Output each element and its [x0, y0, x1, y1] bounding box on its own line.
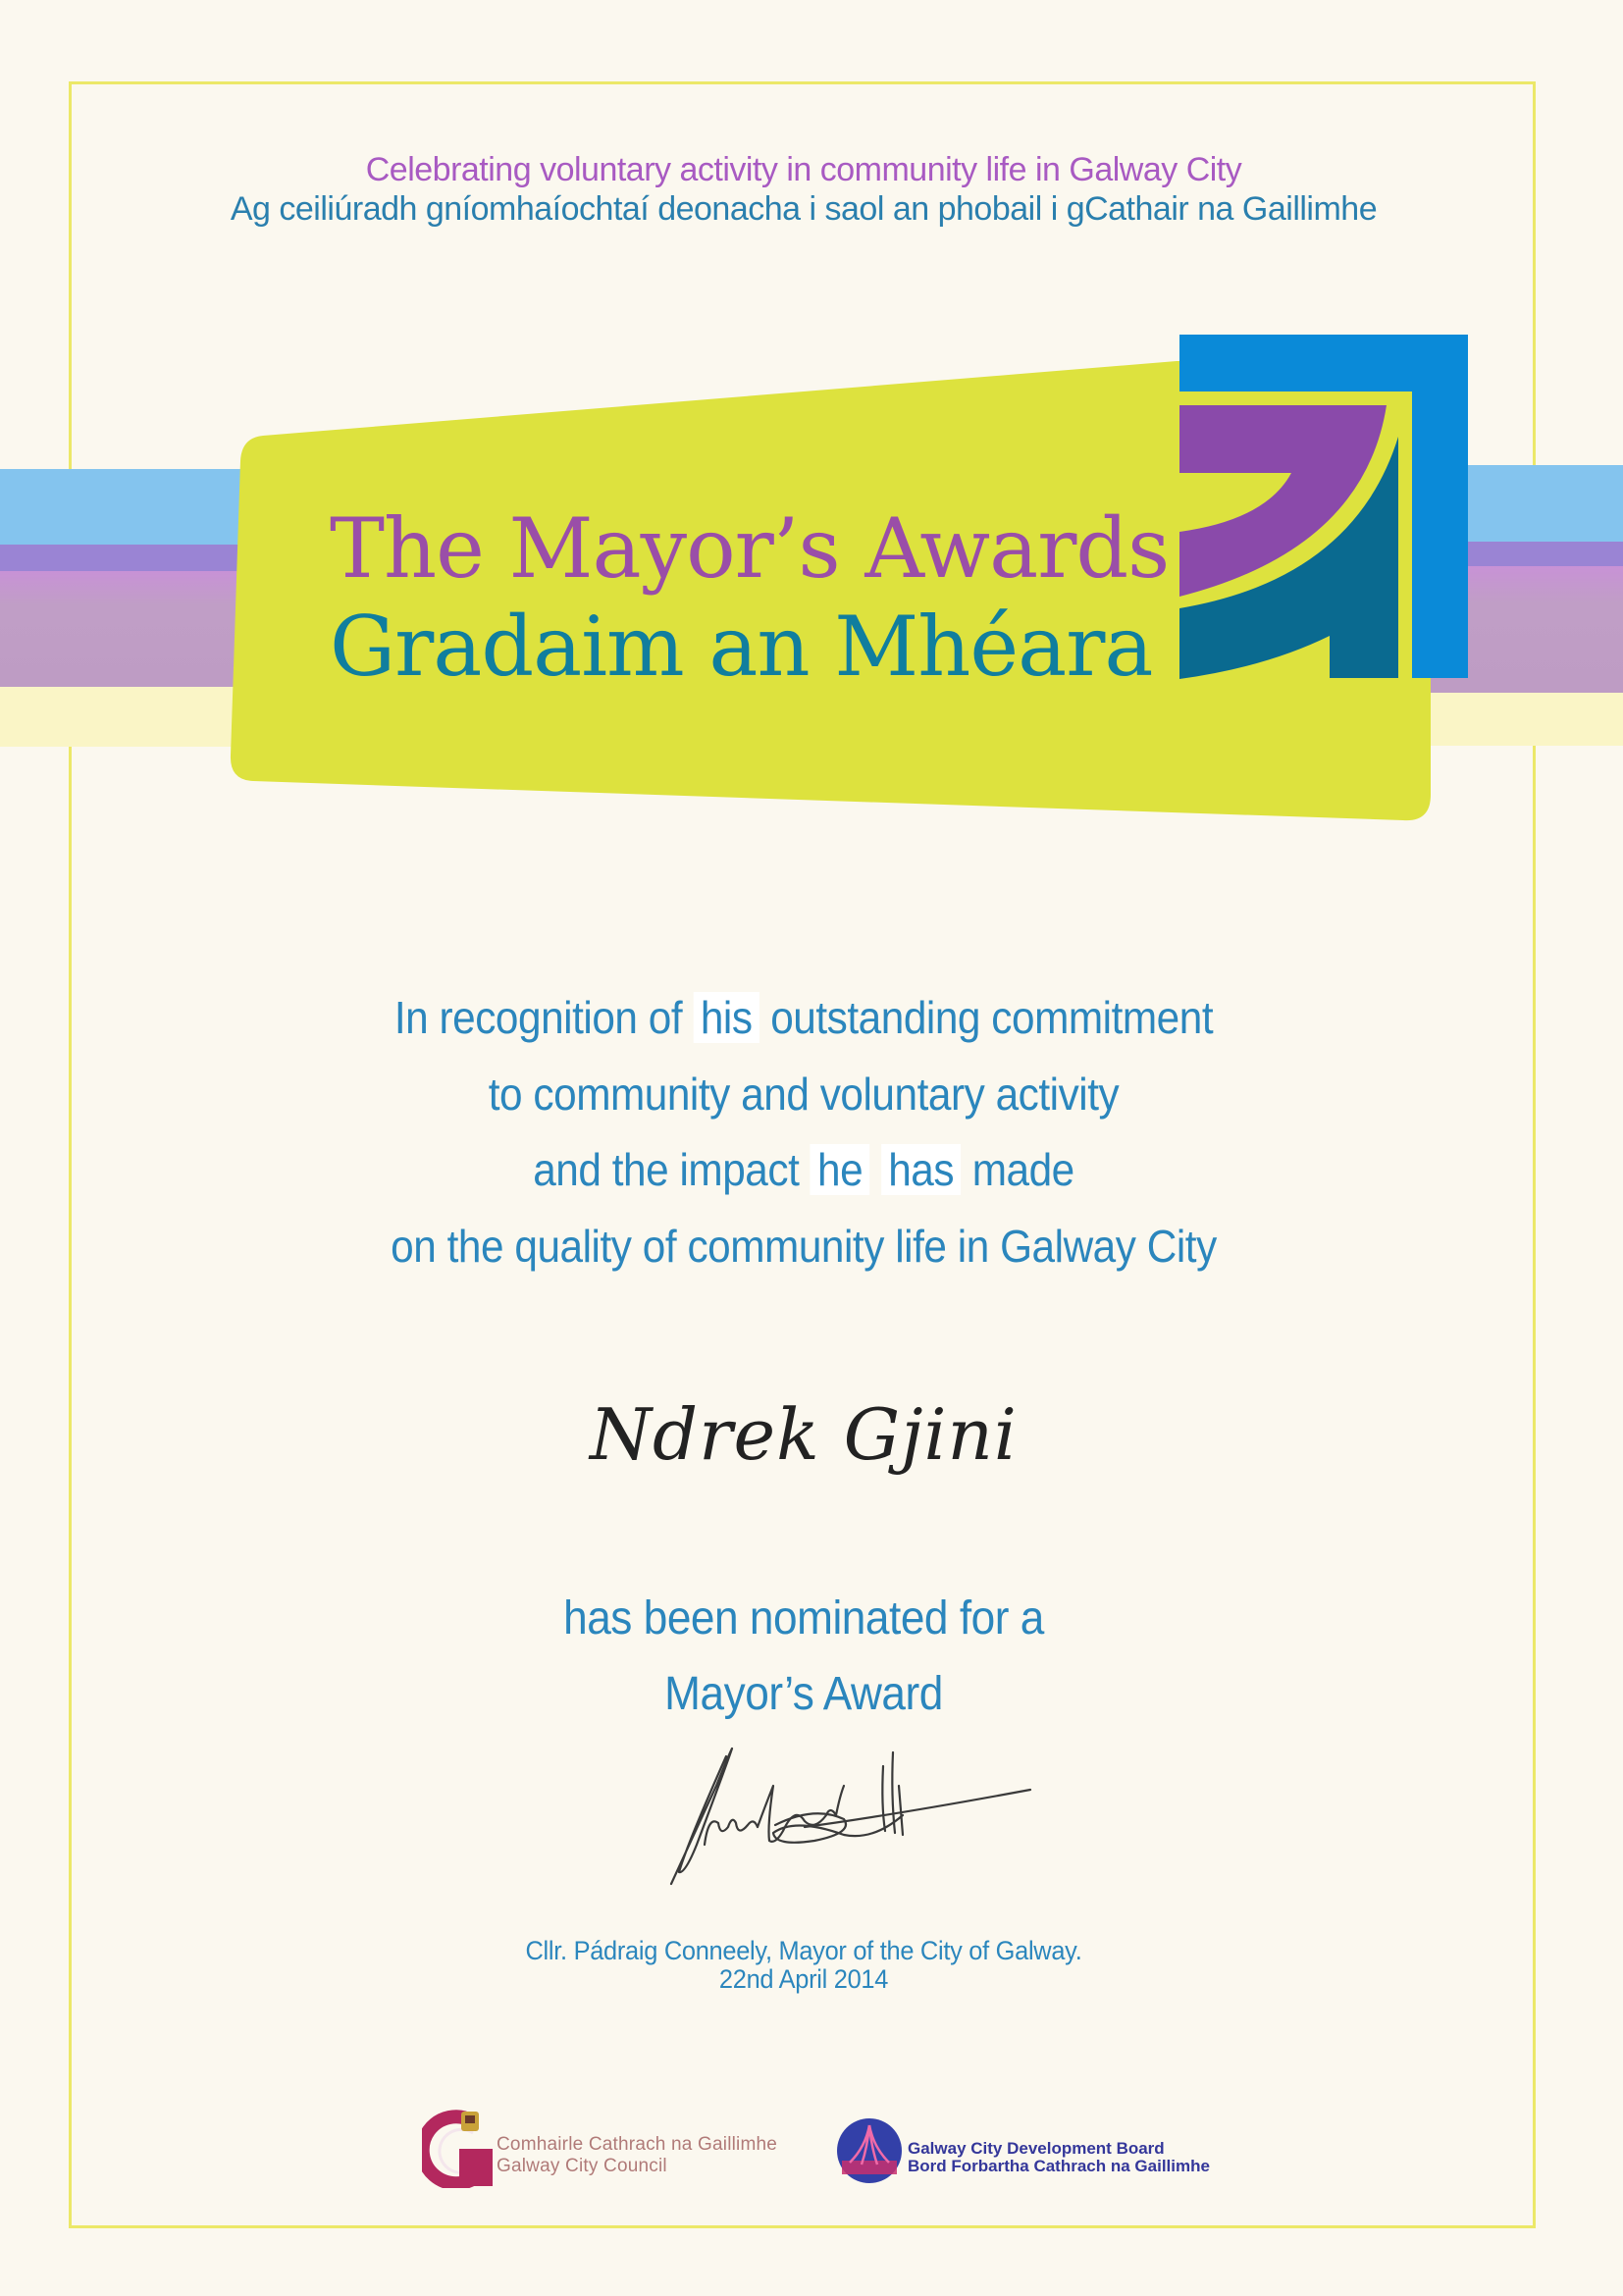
nomination-line-1: has been nominated for a: [563, 1592, 1044, 1644]
pronoun-overlay: his: [693, 992, 759, 1043]
nomination-line-2: Mayor’s Award: [664, 1668, 943, 1720]
board-name-english: Galway City Development Board: [908, 2139, 1165, 2158]
signature-date: 22nd April 2014: [718, 1964, 889, 1994]
citation-line-2: to community and voluntary activity: [488, 1069, 1120, 1120]
header-english: Celebrating voluntary activity in community life in Galway City: [365, 151, 1242, 188]
award-title-irish: Gradaim an Mhéara: [330, 599, 1153, 695]
signatory-name: Cllr. Pádraig Conneely, Mayor of the City of Galway.: [525, 1936, 1082, 1965]
development-board-tree-icon: [836, 2117, 903, 2184]
verb-overlay: has: [881, 1144, 962, 1195]
council-name-english: Galway City Council: [497, 2156, 667, 2176]
citation-text: In recognition of: [393, 992, 683, 1043]
award-title-english: The Mayor’s Awards: [330, 500, 1170, 597]
mayors-awards-logo-icon: [1179, 335, 1468, 679]
board-name-irish: Bord Forbartha Cathrach na Gaillimhe: [908, 2157, 1210, 2175]
citation-text: outstanding commitment: [770, 992, 1214, 1043]
pronoun-overlay: he: [811, 1144, 870, 1195]
citation-line-4: on the quality of community life in Galway City: [391, 1221, 1217, 1272]
citation-text: and the impact: [533, 1144, 800, 1195]
citation-line-1: [65, 991, 1544, 1044]
recipient-name: Ndrek Gjini: [590, 1393, 1018, 1476]
council-name-irish: Comhairle Cathrach na Gaillimhe: [497, 2134, 778, 2155]
galway-city-council-g-icon: [422, 2110, 497, 2188]
header-irish: Ag ceiliúradh gníomhaíochtaí deonacha i saol an phobail i gCathair na Gaillimhe: [230, 190, 1378, 228]
citation-text: made: [971, 1144, 1074, 1195]
mayor-signature: [657, 1747, 1119, 1894]
citation-line-3: [65, 1143, 1544, 1196]
